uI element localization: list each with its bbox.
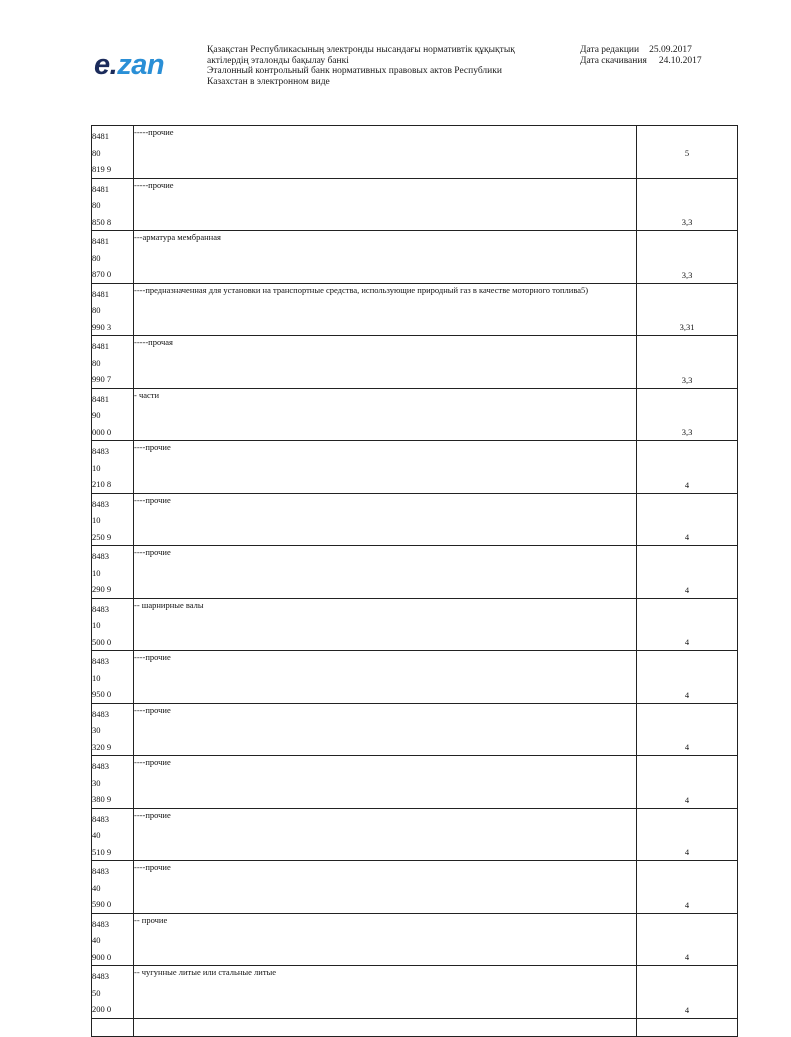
code-part: 590 0 (92, 899, 112, 909)
duty-rate-cell (637, 231, 738, 284)
description-cell: -----прочие (134, 126, 637, 179)
header-title (207, 45, 567, 87)
description-cell: ----прочие (134, 756, 637, 809)
logo-e: e (94, 49, 110, 81)
code-part: 510 9 (92, 846, 112, 857)
header-dates (580, 45, 770, 67)
code-part: 819 9 (92, 164, 112, 174)
code-part: 500 0 (92, 636, 112, 647)
duty-rate-value: 3,3 (681, 427, 693, 437)
duty-rate-value: 4 (684, 847, 690, 857)
logo-dot: . (109, 49, 118, 81)
commodity-code-cell (92, 756, 134, 809)
code-part: 10 (92, 567, 101, 578)
description-cell: -----прочая (134, 336, 637, 389)
code-part: 50 (92, 987, 101, 998)
table-row (92, 703, 738, 756)
description-cell: -----прочие (134, 178, 637, 231)
code-part: 8483 (92, 603, 109, 614)
code-part: 10 (92, 515, 101, 525)
commodity-code-cell (92, 808, 134, 861)
duty-rate-cell (637, 756, 738, 809)
commodity-code-cell (92, 441, 134, 494)
code-part: 8481 (92, 341, 109, 351)
duty-rate-cell (637, 808, 738, 861)
commodity-code-cell (92, 126, 134, 179)
duty-rate-value: 4 (684, 479, 690, 490)
code-part: 40 (92, 882, 101, 893)
duty-rate-value: 4 (684, 532, 690, 542)
table-row (92, 546, 738, 599)
duty-rate-cell (637, 913, 738, 966)
description-cell: ----прочие (134, 651, 637, 704)
code-part: 8483 (92, 761, 109, 771)
ezan-logo (94, 50, 164, 80)
table-row (92, 126, 738, 179)
duty-rate-cell (637, 126, 738, 179)
description-cell: ----предназначенная для установки на транспортные средства, использующие природный газ в качестве моторного топлива5) (134, 283, 637, 336)
description-cell: ----прочие (134, 703, 637, 756)
header-title-line: Қазақстан Республикасының электронды нысандағы нормативтік құқықтық (207, 45, 515, 55)
table-row (92, 493, 738, 546)
code-part: 850 8 (92, 216, 112, 227)
code-part: 990 7 (92, 374, 112, 384)
edition-date-value: 25.09.2017 (649, 45, 692, 55)
download-date (580, 56, 770, 67)
code-part: 8483 (92, 551, 109, 561)
description-cell: ----прочие (134, 546, 637, 599)
table-row (92, 913, 738, 966)
code-part: 990 3 (92, 321, 112, 332)
code-part: 30 (92, 725, 101, 735)
duty-rate-value: 4 (684, 742, 690, 752)
code-part: 80 (92, 305, 101, 315)
commodity-code-cell (92, 913, 134, 966)
code-part: 8481 (92, 288, 109, 299)
commodity-code-cell (92, 283, 134, 336)
commodity-code-cell (92, 231, 134, 284)
code-part: 80 (92, 200, 101, 210)
code-part: 290 9 (92, 584, 112, 594)
table-row-empty (92, 1018, 738, 1036)
commodity-code-cell (92, 546, 134, 599)
code-part: 80 (92, 252, 101, 263)
code-part: 210 8 (92, 479, 112, 489)
code-part: 80 (92, 147, 101, 158)
commodity-code-cell (92, 493, 134, 546)
edition-date (580, 45, 770, 56)
description-cell: -- чугунные литые или стальные литые (134, 966, 637, 1019)
duty-rate-cell (637, 861, 738, 914)
duty-rate-cell (637, 966, 738, 1019)
code-part: 90 (92, 410, 101, 420)
duty-rate-value: 3,3 (681, 217, 693, 227)
table-row (92, 808, 738, 861)
description-cell: -- прочие (134, 913, 637, 966)
duty-rate-cell (637, 336, 738, 389)
tariff-table-body (92, 126, 738, 1037)
commodity-code-cell (92, 336, 134, 389)
description-cell: ----прочие (134, 808, 637, 861)
description-cell: ---арматура мембранная (134, 231, 637, 284)
table-row (92, 336, 738, 389)
duty-rate-cell (637, 283, 738, 336)
code-part: 40 (92, 935, 101, 945)
duty-rate-value: 3,3 (681, 374, 693, 385)
description-cell: -- шарнирные валы (134, 598, 637, 651)
table-row (92, 598, 738, 651)
table-row (92, 756, 738, 809)
download-date-label: Дата скачивания (580, 56, 647, 66)
code-part: 80 (92, 357, 101, 368)
code-part: 8481 (92, 393, 109, 404)
commodity-code-cell (92, 598, 134, 651)
empty-cell (92, 1018, 134, 1036)
commodity-code-cell (92, 861, 134, 914)
commodity-code-cell (92, 703, 134, 756)
table-row (92, 231, 738, 284)
table-row (92, 441, 738, 494)
commodity-code-cell (92, 966, 134, 1019)
header-title-line: Эталонный контрольный банк нормативных правовых актов Республики (207, 66, 502, 76)
table-row (92, 966, 738, 1019)
duty-rate-cell (637, 703, 738, 756)
description-cell: - части (134, 388, 637, 441)
duty-rate-value: 4 (684, 1004, 690, 1015)
code-part: 8483 (92, 866, 109, 876)
code-part: 900 0 (92, 951, 112, 962)
code-part: 40 (92, 830, 101, 840)
code-part: 8483 (92, 498, 109, 509)
code-part: 8483 (92, 446, 109, 456)
code-part: 8481 (92, 131, 109, 141)
commodity-code-cell (92, 178, 134, 231)
download-date-value: 24.10.2017 (658, 56, 702, 66)
code-part: 8483 (92, 918, 109, 929)
code-part: 8483 (92, 813, 109, 824)
description-cell: ----прочие (134, 441, 637, 494)
table-row (92, 861, 738, 914)
code-part: 8483 (92, 708, 109, 719)
duty-rate-cell (637, 651, 738, 704)
description-cell: ----прочие (134, 861, 637, 914)
code-part: 250 9 (92, 531, 112, 542)
code-part: 8481 (92, 183, 109, 194)
header-title-line: актілердің эталонды бақылау банкі (207, 55, 349, 66)
code-part: 950 0 (92, 689, 112, 699)
code-part: 8481 (92, 236, 109, 246)
code-part: 000 0 (92, 426, 112, 437)
table-row (92, 178, 738, 231)
duty-rate-value: 4 (684, 637, 690, 647)
duty-rate-cell (637, 493, 738, 546)
code-part: 870 0 (92, 269, 112, 279)
code-part: 8483 (92, 971, 109, 981)
duty-rate-cell (637, 546, 738, 599)
duty-rate-value: 3,31 (679, 322, 695, 332)
duty-rate-cell (637, 178, 738, 231)
code-part: 10 (92, 620, 101, 630)
duty-rate-value: 3,3 (681, 269, 693, 280)
commodity-code-cell (92, 388, 134, 441)
commodity-code-cell (92, 651, 134, 704)
duty-rate-value: 4 (684, 689, 690, 700)
duty-rate-value: 4 (684, 952, 690, 962)
duty-rate-value: 4 (684, 584, 690, 595)
empty-cell (637, 1018, 738, 1036)
duty-rate-cell (637, 598, 738, 651)
tariff-table (91, 125, 738, 1037)
code-part: 320 9 (92, 741, 112, 752)
code-part: 200 0 (92, 1004, 112, 1014)
logo-zan: zan (117, 49, 165, 81)
duty-rate-cell (637, 388, 738, 441)
table-row (92, 388, 738, 441)
code-part: 8483 (92, 656, 109, 666)
edition-date-label: Дата редакции (580, 45, 640, 55)
empty-cell (134, 1018, 637, 1036)
description-cell: ----прочие (134, 493, 637, 546)
code-part: 10 (92, 462, 101, 473)
code-part: 380 9 (92, 794, 112, 804)
duty-rate-value: 4 (684, 794, 690, 805)
code-part: 10 (92, 672, 101, 683)
header-title-line: Казахстан в электронном виде (207, 76, 330, 87)
duty-rate-value: 4 (684, 899, 690, 910)
duty-rate-value: 5 (684, 148, 690, 158)
code-part: 30 (92, 777, 101, 788)
duty-rate-cell (637, 441, 738, 494)
table-row (92, 651, 738, 704)
table-row (92, 283, 738, 336)
